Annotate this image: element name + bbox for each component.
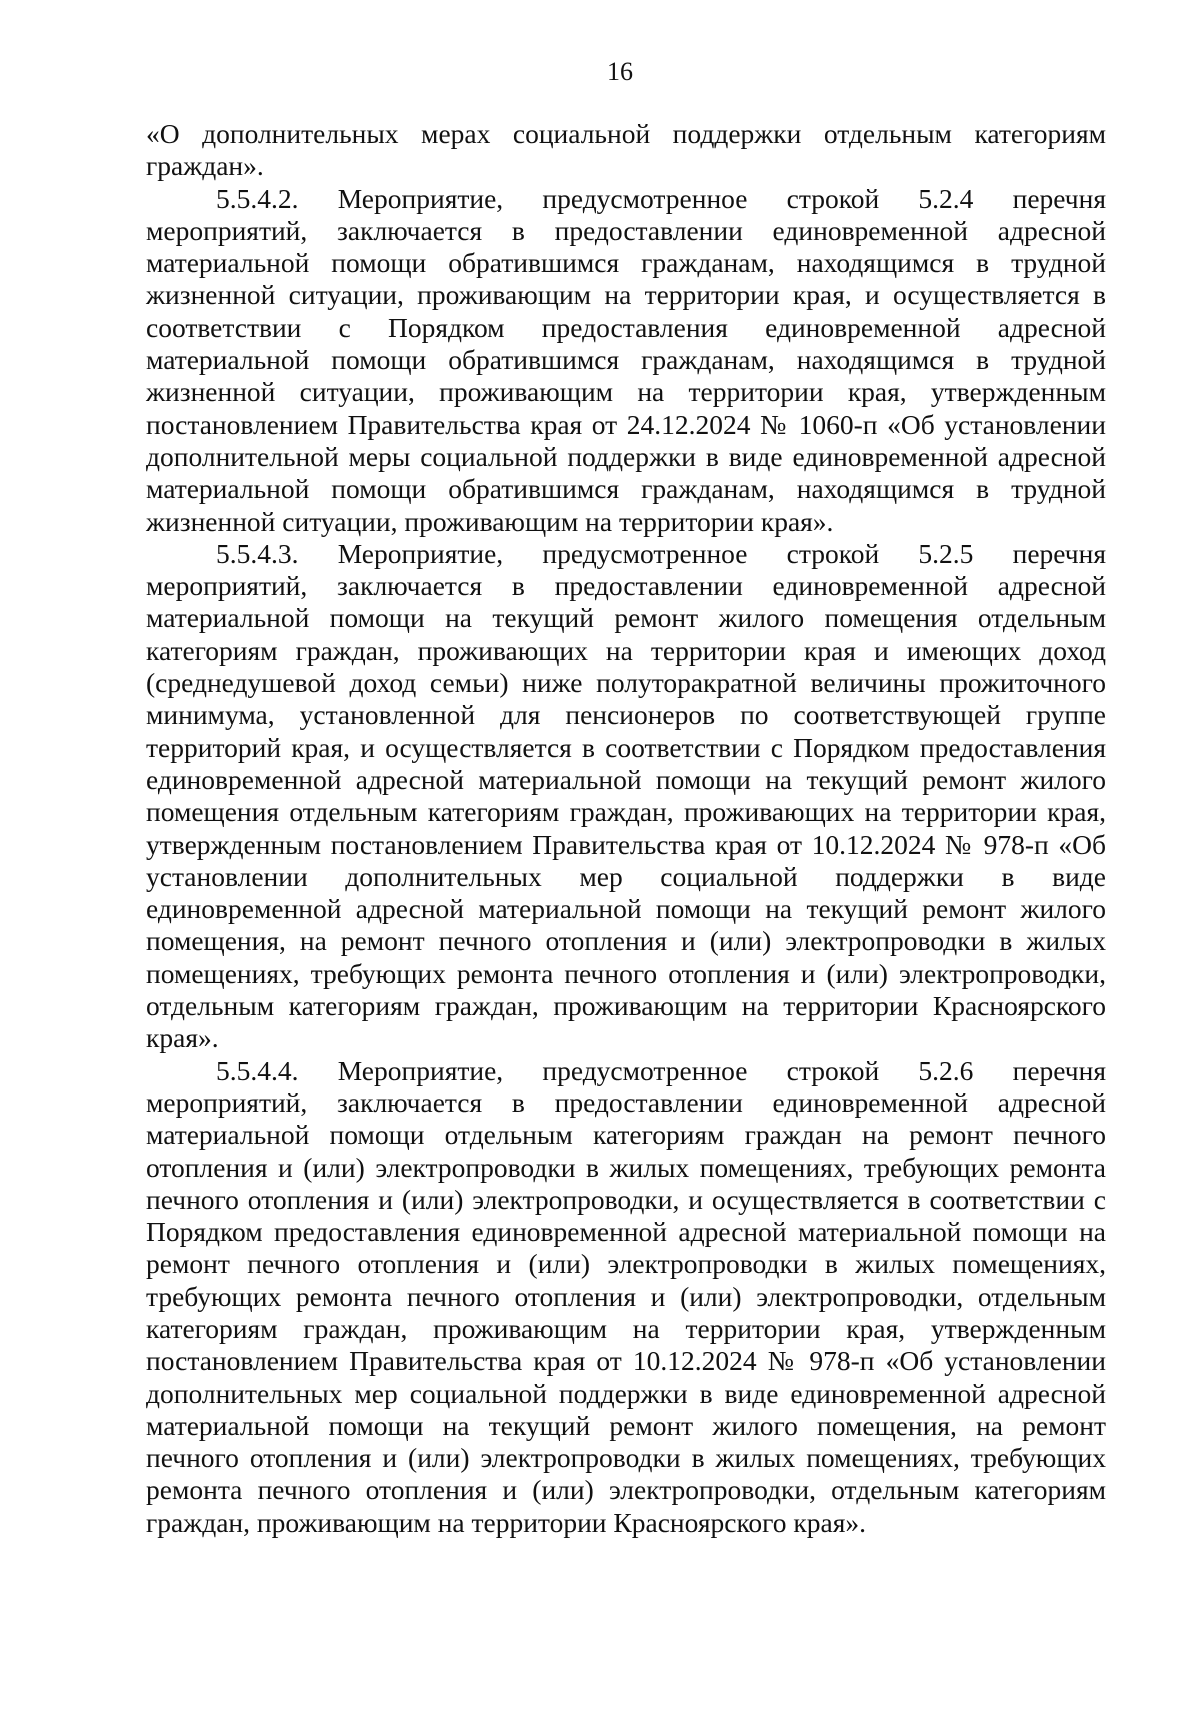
paragraph-continuation: «О дополнительных мерах социальной поддержки отдельным категориям граждан». <box>146 118 1106 182</box>
paragraph-5-5-4-2: 5.5.4.2. Мероприятие, предусмотренное строкой 5.2.4 перечня мероприятий, заключается в предоставлении единовременной адресной материальной помощи обратившимся гражданам, находящимся в трудной жизненной ситуации, проживающим на территории края, и осуществляется в соответствии с Порядком предоставления единовременной адресной материальной помощи обратившимся гражданам, находящимся в трудной жизненной ситуации, проживающим на территории края, утвержденным постановлением Правительства края от 24.12.2024 № 1060-п «Об установлении дополнительной меры социальной поддержки в виде единовременной адресной материальной помощи обратившимся гражданам, находящимся в трудной жизненной ситуации, проживающим на территории края». <box>146 182 1106 537</box>
paragraph-5-5-4-3: 5.5.4.3. Мероприятие, предусмотренное строкой 5.2.5 перечня мероприятий, заключается в предоставлении единовременной адресной материальной помощи на текущий ремонт жилого помещения отдельным категориям граждан, проживающих на территории края и имеющих доход (среднедушевой доход семьи) ниже полуторакратной величины прожиточного минимума, установленной для пенсионеров по соответствующей группе территорий края, и осуществляется в соответствии с Порядком предоставления единовременной адресной материальной помощи на текущий ремонт жилого помещения отдельным категориям граждан, проживающих на территории края, утвержденным постановлением Правительства края от 10.12.2024 № 978-п «Об установлении дополнительных мер социальной поддержки в виде единовременной адресной материальной помощи на текущий ремонт жилого помещения, на ремонт печного отопления и (или) электропроводки в жилых помещениях, требующих ремонта печного отопления и (или) электропроводки, отдельным категориям граждан, проживающим на территории Красноярского края». <box>146 537 1106 1054</box>
page-number: 16 <box>607 57 633 86</box>
document-body <box>146 118 1106 1539</box>
paragraph-5-5-4-4: 5.5.4.4. Мероприятие, предусмотренное строкой 5.2.6 перечня мероприятий, заключается в предоставлении единовременной адресной материальной помощи отдельным категориям граждан на ремонт печного отопления и (или) электропроводки в жилых помещениях, требующих ремонта печного отопления и (или) электропроводки, и осуществляется в соответствии с Порядком предоставления единовременной адресной материальной помощи на ремонт печного отопления и (или) электропроводки в жилых помещениях, требующих ремонта печного отопления и (или) электропроводки, отдельным категориям граждан, проживающим на территории края, утвержденным постановлением Правительства края от 10.12.2024 № 978-п «Об установлении дополнительных мер социальной поддержки в виде единовременной адресной материальной помощи на текущий ремонт жилого помещения, на ремонт печного отопления и (или) электропроводки в жилых помещениях, требующих ремонта печного отопления и (или) электропроводки, отдельным категориям граждан, проживающим на территории Красноярского края». <box>146 1054 1106 1538</box>
